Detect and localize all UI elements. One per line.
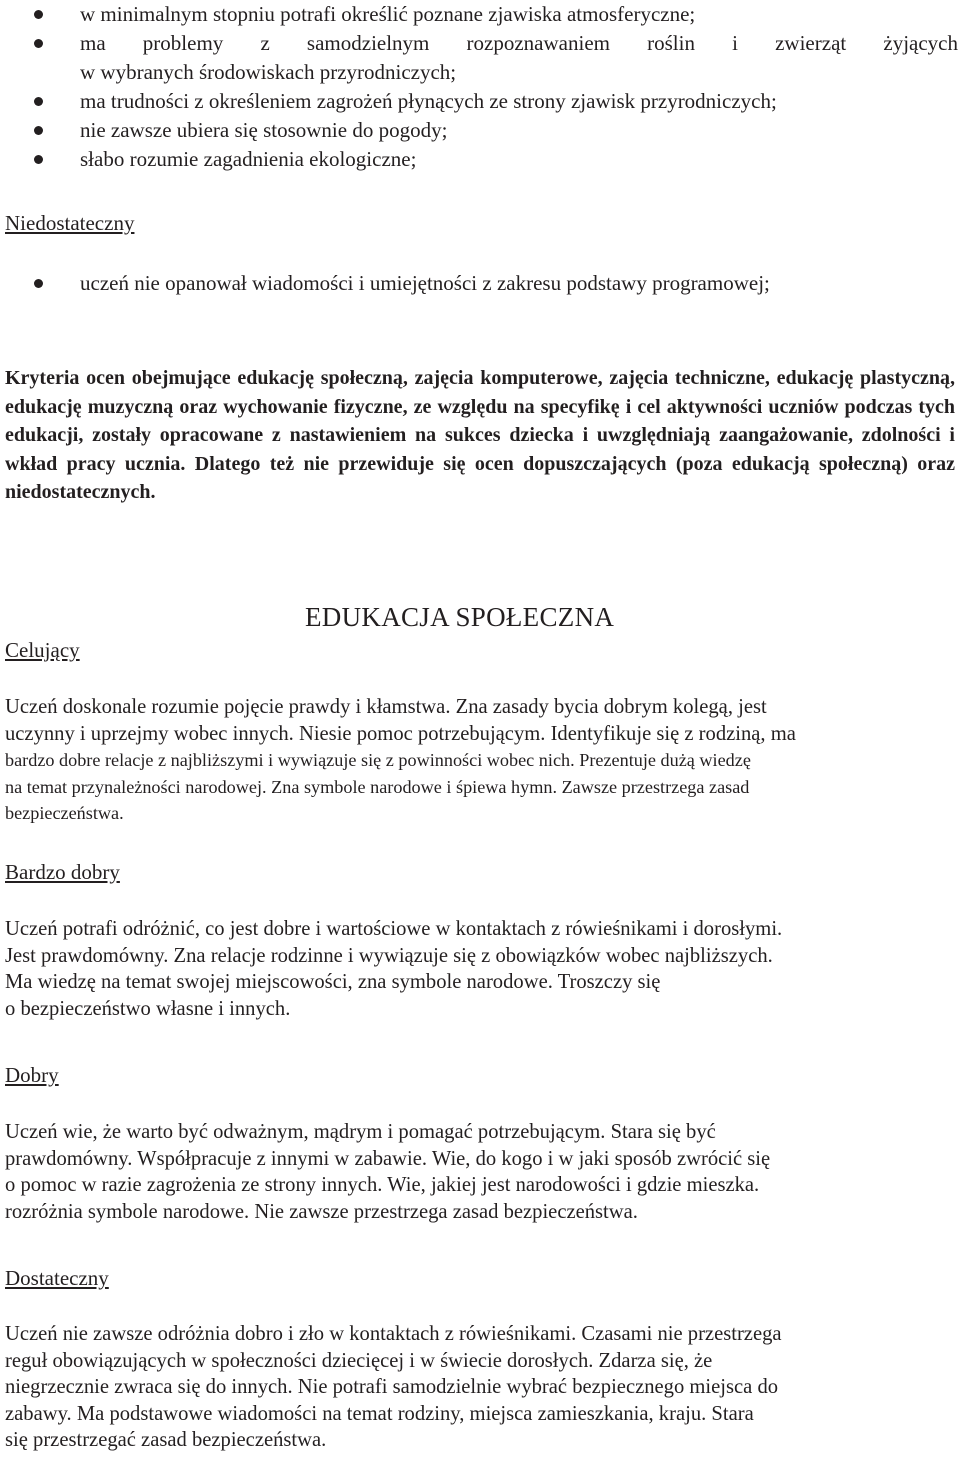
paragraph-line: o pomoc w razie zagrożenia ze strony innych. Wie, jakiej jest narodowości i gdzie mieszka.: [5, 1174, 760, 1197]
paragraph-line: reguł obowiązujących w społeczności dziecięcej i w świecie dorosłych. Zdarza się, że: [5, 1349, 713, 1372]
paragraph-line: bardzo dobre relacje z najbliższymi i wywiązuje się z powinności wobec nich. Prezentuje dużą wiedzę: [5, 750, 751, 771]
list-item-continuation: [0, 58, 958, 87]
paragraph-line: na temat przynależności narodowej. Zna symbole narodowe i śpiewa hymn. Zawsze przestrzega zasad: [5, 776, 750, 797]
paragraph-line: o bezpieczeństwo własne i innych.: [5, 997, 291, 1020]
paragraph-line: prawdomówny. Współpracuje z innymi w zabawie. Wie, do kogo i w jaki sposób zwrócić się: [5, 1147, 771, 1170]
list-item-text: ma problemy z samodzielnym rozpoznawaniem roślin i zwierząt żyjących: [80, 31, 958, 55]
list-item: [0, 87, 958, 116]
list-item: [0, 0, 958, 29]
list-item-text: nie zawsze ubiera się stosownie do pogody;: [80, 118, 448, 142]
bullet-icon: [34, 126, 43, 135]
paragraph-line: uczynny i uprzejmy wobec innych. Niesie pomoc potrzebującym. Identyfikuje się z rodziną, ma: [5, 722, 796, 745]
paragraph-line: Uczeń potrafi odróżnić, co jest dobre i wartościowe w kontaktach z rówieśnikami i dorosłymi.: [5, 918, 783, 940]
paragraph-line: bezpieczeństwa.: [5, 803, 124, 824]
dobry-paragraph: [5, 1119, 955, 1225]
bullet-icon: [34, 39, 43, 48]
paragraph-line: niegrzecznie zwraca się do innych. Nie potrafi samodzielnie wybrać bezpiecznego miejsca do: [5, 1376, 779, 1399]
dostateczny-paragraph: [5, 1321, 955, 1454]
top-bullet-list: [0, 0, 958, 174]
niedostateczny-bullet-list: [0, 269, 958, 298]
bullet-icon: [34, 155, 43, 164]
list-item: [0, 116, 958, 145]
paragraph-line: Uczeń wie, że warto być odważnym, mądrym i pomagać potrzebującym. Stara się być: [5, 1121, 716, 1143]
paragraph-line: Ma wiedzę na temat swojej miejscowości, zna symbole narodowe. Troszczy się: [5, 971, 661, 994]
heading-bardzo-dobry: Bardzo dobry: [5, 860, 120, 884]
list-item: [0, 145, 958, 174]
heading-dostateczny: Dostateczny: [5, 1266, 109, 1290]
list-item-text: ma trudności z określeniem zagrożeń płynących ze strony zjawisk przyrodniczych;: [80, 89, 777, 113]
list-item-text: w wybranych środowiskach przyrodniczych;: [80, 60, 457, 84]
list-item: [0, 29, 958, 58]
bardzo-dobry-paragraph: [5, 916, 955, 1022]
paragraph-line: zabawy. Ma podstawowe wiadomości na temat rodziny, miejsca zamieszkania, kraju. Stara: [5, 1402, 754, 1425]
list-item-text: słabo rozumie zagadnienia ekologiczne;: [80, 147, 417, 171]
bullet-icon: [34, 97, 43, 106]
heading-celujacy: Celujący: [5, 638, 80, 662]
heading-dobry: Dobry: [5, 1063, 59, 1087]
paragraph-line: Jest prawdomówny. Zna relacje rodzinne i wywiązuje się z obowiązków wobec najbliższych.: [5, 944, 773, 967]
paragraph-line: rozróżnia symbole narodowe. Nie zawsze przestrzega zasad bezpieczeństwa.: [5, 1200, 638, 1223]
criteria-paragraph: Kryteria ocen obejmujące edukację społeczną, zajęcia komputerowe, zajęcia techniczne, edukację plastyczną, edukację muzyczną oraz wychowanie fizyczne, ze względu na specyfikę i cel aktywności uczniów podczas tych edukacji, zostały opracowane z nastawieniem na sukces dziecka i uwzględniają zaangażowanie, zdolności i wkład pracy ucznia. Dlatego też nie przewiduje się ocen dopuszczających (poza edukacją społeczną) oraz niedostatecznych.: [5, 367, 955, 504]
section-title: EDUKACJA SPOŁECZNA: [305, 602, 615, 632]
list-item-text: uczeń nie opanował wiadomości i umiejętności z zakresu podstawy programowej;: [80, 271, 770, 295]
list-item-text: w minimalnym stopniu potrafi określić poznane zjawiska atmosferyczne;: [80, 2, 696, 26]
paragraph-line: się przestrzegać zasad bezpieczeństwa.: [5, 1429, 327, 1452]
bullet-icon: [34, 279, 43, 288]
bullet-icon: [34, 10, 43, 19]
paragraph-line: Uczeń nie zawsze odróżnia dobro i zło w kontaktach z rówieśnikami. Czasami nie przestrzega: [5, 1323, 782, 1345]
heading-niedostateczny: Niedostateczny: [5, 211, 135, 235]
paragraph-line: Uczeń doskonale rozumie pojęcie prawdy i kłamstwa. Zna zasady bycia dobrym kolegą, jest: [5, 696, 767, 718]
celujacy-paragraph: [5, 694, 955, 827]
list-item: [0, 269, 958, 298]
